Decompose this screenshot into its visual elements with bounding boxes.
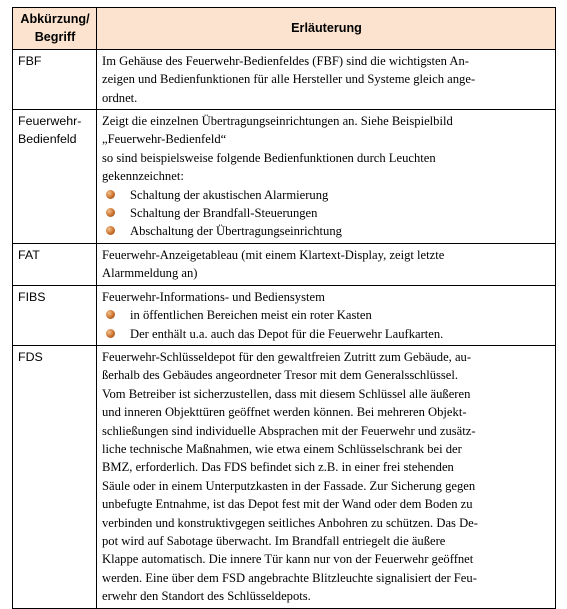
list-item xyxy=(102,186,551,204)
text-line: Säule oder in einem Unterputzkasten in der Fassade. Zur Sicherung gegen xyxy=(102,478,476,493)
table-row xyxy=(13,49,556,109)
text-line: gekennzeichnet: xyxy=(102,169,184,184)
text-line: erwehr den Standort des Schlüsseldepots. xyxy=(102,589,311,604)
bullet-list xyxy=(102,186,551,241)
term-line: Bedienfeld xyxy=(18,132,77,147)
header-term-line1: Abkürzung/ xyxy=(20,12,90,26)
explanation-cell xyxy=(97,243,556,285)
text-line: Vom Betreiber ist sicherzustellen, dass mit diesem Schlüssel alle äußeren xyxy=(102,386,471,401)
round-bullet-icon xyxy=(106,190,115,199)
bullet-list xyxy=(102,306,551,343)
list-item-text: Der enthält u.a. auch das Depot für die Feuerwehr Laufkarten. xyxy=(130,326,444,341)
text-line: liche technische Maßnahmen, wie etwa einem Schlüsselschrank bei der xyxy=(102,441,462,456)
text-line: und inneren Objekttüren geöffnet werden können. Bei mehreren Objekt- xyxy=(102,405,467,420)
term-cell: FAT xyxy=(13,243,97,285)
table-row xyxy=(13,285,556,345)
text-line: werden. Eine über dem FSD angebrachte Blitzleuchte signalisiert der Feu- xyxy=(102,570,477,585)
term-cell xyxy=(13,110,97,244)
header-term xyxy=(13,8,97,50)
glossary-table-container xyxy=(12,7,556,609)
round-bullet-icon xyxy=(106,310,115,319)
list-item xyxy=(102,204,551,222)
text-line: Feuerwehr-Informations- und Bediensystem xyxy=(102,289,325,304)
explanation-cell xyxy=(97,345,556,608)
list-item-text: Schaltung der Brandfall-Steuerungen xyxy=(130,206,318,221)
list-item xyxy=(102,222,551,240)
header-term-line2: Begriff xyxy=(34,30,76,45)
round-bullet-icon xyxy=(106,226,115,235)
term-cell: FIBS xyxy=(13,285,97,345)
text-line: so sind beispielsweise folgende Bedienfunktionen durch Leuchten xyxy=(102,150,436,165)
text-line: pot wird auf Sabotage überwacht. Im Brandfall entriegelt die äußere xyxy=(102,533,446,548)
text-line: schließungen sind individuelle Absprachen mit der Feuerwehr und zusätz- xyxy=(102,423,476,438)
table-row xyxy=(13,110,556,244)
explanation-cell xyxy=(97,110,556,244)
text-line: Alarmmeldung an) xyxy=(102,266,198,281)
text-line: Klappe automatisch. Die innere Tür kann nur von der Feuerwehr geöffnet xyxy=(102,552,474,567)
term-cell: FDS xyxy=(13,345,97,608)
term-cell: FBF xyxy=(13,49,97,109)
text-line: Feuerwehr-Anzeigetableau (mit einem Klartext-Display, zeigt letzte xyxy=(102,247,445,262)
text-line: BMZ, erforderlich. Das FDS befindet sich z.B. in einer frei stehenden xyxy=(102,460,454,475)
text-line: „Feuerwehr-Bedienfeld“ xyxy=(102,132,227,147)
explanation-cell xyxy=(97,49,556,109)
list-item-text: Schaltung der akustischen Alarmierung xyxy=(130,187,329,202)
round-bullet-icon xyxy=(106,208,115,217)
table-row xyxy=(13,243,556,285)
table-row xyxy=(13,345,556,608)
text-line: unbefugte Entnahme, ist das Depot fest mit der Wand oder dem Boden zu xyxy=(102,497,473,512)
header-explanation: Erläuterung xyxy=(97,8,556,50)
explanation-cell xyxy=(97,285,556,345)
term-line: Feuerwehr- xyxy=(18,114,82,129)
text-line: Zeigt die einzelnen Übertragungseinrichtungen an. Siehe Beispielbild xyxy=(102,114,453,129)
round-bullet-icon xyxy=(106,329,115,338)
list-item-text: in öffentlichen Bereichen meist ein roter Kasten xyxy=(130,308,372,323)
text-line: ßerhalb des Gebäudes angeordneter Tresor mit dem Generalsschlüssel. xyxy=(102,368,459,383)
table-header-row xyxy=(13,8,556,50)
text-line: verbinden und konstruktivgegen seitliches Anbohren zu schützen. Das De- xyxy=(102,515,478,530)
list-item xyxy=(102,306,551,324)
list-item-text: Abschaltung der Übertragungseinrichtung xyxy=(130,224,342,239)
text-line: Im Gehäuse des Feuerwehr-Bedienfeldes (FBF) sind die wichtigsten An- xyxy=(102,53,469,68)
text-line: zeigen und Bedienfunktionen für alle Hersteller und Systeme gleich ange- xyxy=(102,72,476,87)
glossary-table xyxy=(12,7,556,609)
text-line: Feuerwehr-Schlüsseldepot für den gewaltfreien Zutritt zum Gebäude, au- xyxy=(102,349,472,364)
text-line: ordnet. xyxy=(102,90,138,105)
list-item xyxy=(102,325,551,343)
